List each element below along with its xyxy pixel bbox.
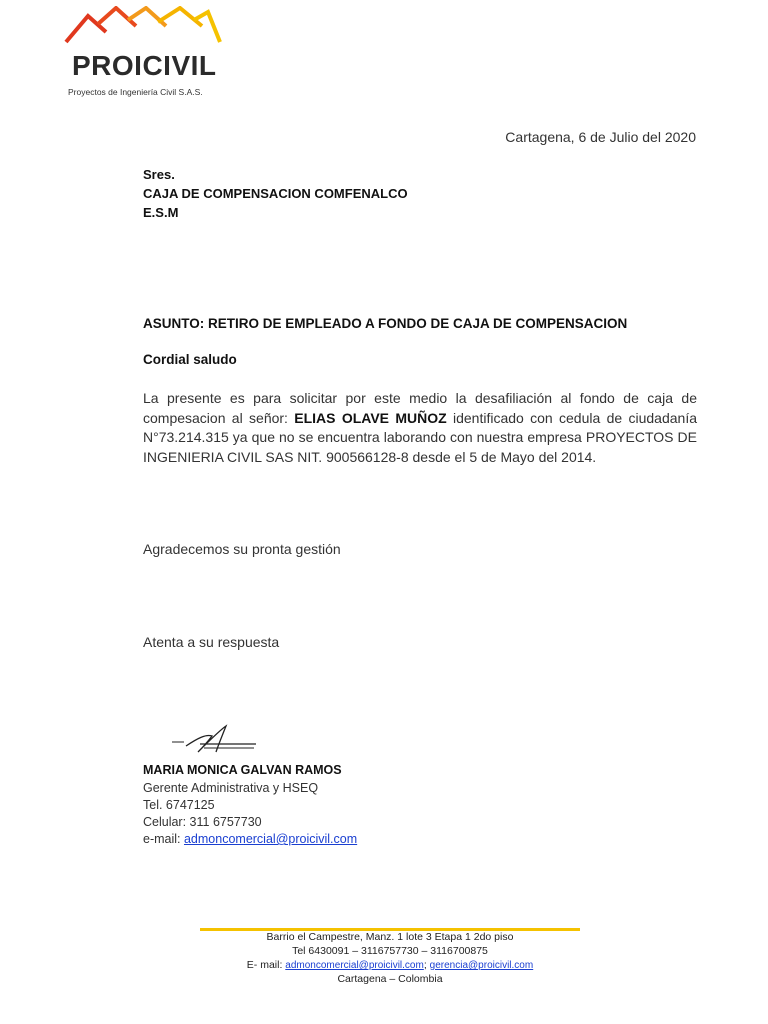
house-roofs-icon bbox=[62, 6, 227, 56]
recipient-name: CAJA DE COMPENSACION COMFENALCO bbox=[143, 186, 408, 201]
footer-email-link-2[interactable]: gerencia@proicivil.com bbox=[429, 960, 534, 971]
company-logo bbox=[62, 6, 227, 98]
signer-phone: Tel. 6747125 bbox=[143, 798, 215, 812]
letter-thanks: Agradecemos su pronta gestión bbox=[143, 541, 341, 557]
signer-email-link[interactable]: admoncomercial@proicivil.com bbox=[183, 832, 358, 846]
signer-name: MARIA MONICA GALVAN RAMOS bbox=[143, 763, 342, 777]
signer-mobile: Celular: 311 6757730 bbox=[143, 815, 262, 829]
letter-subject: ASUNTO: RETIRO DE EMPLEADO A FONDO DE CAJA DE COMPENSACION bbox=[143, 316, 628, 331]
recipient-abbrev: E.S.M bbox=[143, 205, 179, 220]
footer-address: Barrio el Campestre, Manz. 1 lote 3 Etapa 1 2do piso bbox=[266, 931, 514, 943]
body-text-2: identificado con cedula de ciudadanía N°73.214.315 ya que no se encuentra laborando con nuestra empresa PROYECTOS DE INGENIERIA CIVIL SAS NIT. 900566128-8 desde el 5 de Mayo del 2014. bbox=[143, 409, 697, 465]
logo-subtitle: Proyectos de Ingeniería Civil S.A.S. bbox=[68, 87, 203, 97]
handwritten-signature bbox=[170, 724, 260, 758]
footer-email-link-1[interactable]: admoncomercial@proicivil.com bbox=[285, 960, 424, 971]
letter-closing: Atenta a su respuesta bbox=[143, 634, 280, 650]
footer-email-separator: ; bbox=[423, 959, 427, 971]
footer-email-label: E- mail: bbox=[246, 959, 286, 971]
signer-email-line bbox=[143, 832, 357, 846]
letter-greeting: Cordial saludo bbox=[143, 352, 237, 367]
signer-role: Gerente Administrativa y HSEQ bbox=[143, 781, 319, 795]
logo-name: PROICIVIL bbox=[72, 50, 217, 81]
body-text-1: La presente es para solicitar por este medio la desafiliación al fondo de caja de compesacion al señor: bbox=[143, 390, 697, 426]
recipient-salutation: Sres. bbox=[143, 167, 175, 182]
employee-name: ELIAS OLAVE MUÑOZ bbox=[294, 409, 447, 426]
footer-city: Cartagena – Colombia bbox=[337, 973, 443, 985]
signer-email-label: e-mail: bbox=[143, 832, 184, 846]
footer-emails bbox=[200, 959, 580, 971]
letter-date: Cartagena, 6 de Julio del 2020 bbox=[505, 129, 696, 145]
footer-phones: Tel 6430091 – 3116757730 – 3116700875 bbox=[292, 945, 488, 957]
letter-body bbox=[143, 389, 697, 467]
